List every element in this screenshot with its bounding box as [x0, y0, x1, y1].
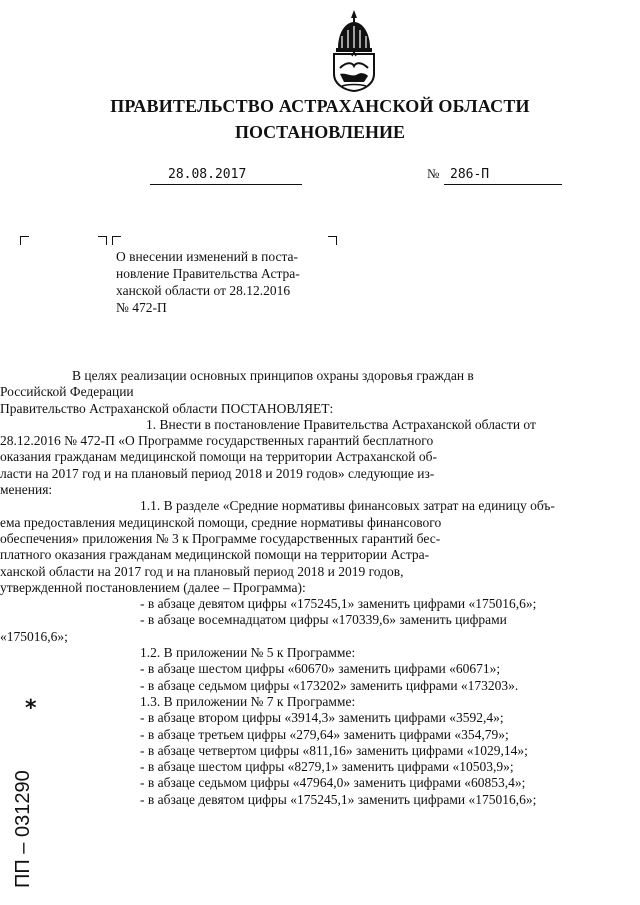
body-line: В целях реализации основных принципов охраны здоровья граждан в [72, 368, 474, 383]
body-line: - в абзаце девятом цифры «175245,1» заменить цифрами «175016,6»; [140, 596, 537, 612]
body-line: - в абзаце седьмом цифры «173202» заменить цифрами «173203». [140, 677, 519, 693]
document-number: 286-П [450, 167, 490, 182]
body-line: 28.12.2016 № 472-П «О Программе государственных гарантий бесплатного [0, 433, 434, 449]
document-type-title: ПОСТАНОВЛЕНИЕ [234, 122, 406, 142]
margin-asterisk: * [25, 696, 37, 721]
margin-stamp-code: ПП – 031290 [12, 770, 34, 888]
body-line: - в абзаце девятом цифры «175245,1» заменить цифрами «175016,6»; [140, 791, 537, 807]
body-line: 1.1. В разделе «Средние нормативы финансовых затрат на единицу объ- [140, 498, 555, 514]
body-line: «175016,6»; [0, 628, 68, 644]
body-line: - в абзаце четвертом цифры «811,16» заменить цифрами «1029,14»; [140, 742, 528, 758]
corner-mark [98, 236, 107, 245]
subject-line: О внесении изменений в поста- [116, 249, 299, 264]
body-line: ханской области на 2017 год и на плановый период 2018 и 2019 годов, [0, 563, 404, 579]
document-body [0, 368, 584, 808]
body-line: - в абзаце шестом цифры «8279,1» заменить цифрами «10503,9»; [140, 759, 514, 775]
body-line: - в абзаце третьем цифры «279,64» заменить цифрами «354,79»; [140, 726, 509, 742]
body-line: 1.3. В приложении № 7 к Программе: [140, 693, 356, 709]
body-line: Российской Федерации [0, 384, 134, 400]
corner-mark [112, 236, 121, 245]
body-line: - в абзаце шестом цифры «60670» заменить цифрами «60671»; [140, 661, 501, 677]
body-line: платного оказания гражданам медицинской помощи на территории Астра- [0, 547, 430, 563]
organization-title: ПРАВИТЕЛЬСТВО АСТРАХАНСКОЙ ОБЛАСТИ [110, 96, 530, 116]
corner-mark [20, 236, 29, 245]
body-line: Правительство Астраханской области ПОСТАНОВЛЯЕТ: [0, 400, 334, 416]
number-sign: № [427, 166, 440, 181]
body-line: обеспечения» приложения № 3 к Программе государственных гарантий бес- [0, 530, 441, 546]
body-line: - в абзаце втором цифры «3914,3» заменить цифрами «3592,4»; [140, 710, 504, 726]
body-line: 1. Внести в постановление Правительства Астраханской области от [146, 416, 536, 432]
body-line: 1.2. В приложении № 5 к Программе: [140, 645, 356, 661]
body-line: ласти на 2017 год и на плановый период 2018 и 2019 годов» следующие из- [0, 465, 435, 481]
subject-line: новление Правительства Астра- [116, 266, 300, 281]
subject-line: № 472-П [116, 300, 167, 315]
date-field [150, 166, 302, 185]
subject-line: ханской области от 28.12.2016 [116, 283, 291, 298]
document-subject [116, 248, 328, 316]
document-date: 28.08.2017 [168, 167, 247, 182]
body-line: ема предоставления медицинской помощи, средние нормативы финансового [0, 514, 442, 530]
body-line: утвержденной постановлением (далее – Программа): [0, 579, 306, 595]
body-line: оказания гражданам медицинской помощи на территории Астраханской об- [0, 449, 437, 465]
body-line: - в абзаце седьмом цифры «47964,0» заменить цифрами «60853,4»; [140, 775, 526, 791]
body-line: менения: [0, 482, 53, 498]
number-field [444, 166, 562, 185]
body-line: - в абзаце восемнадцатом цифры «170339,6» заменить цифрами [140, 612, 507, 628]
corner-mark [328, 236, 337, 245]
coat-of-arms-emblem-icon [328, 8, 380, 92]
